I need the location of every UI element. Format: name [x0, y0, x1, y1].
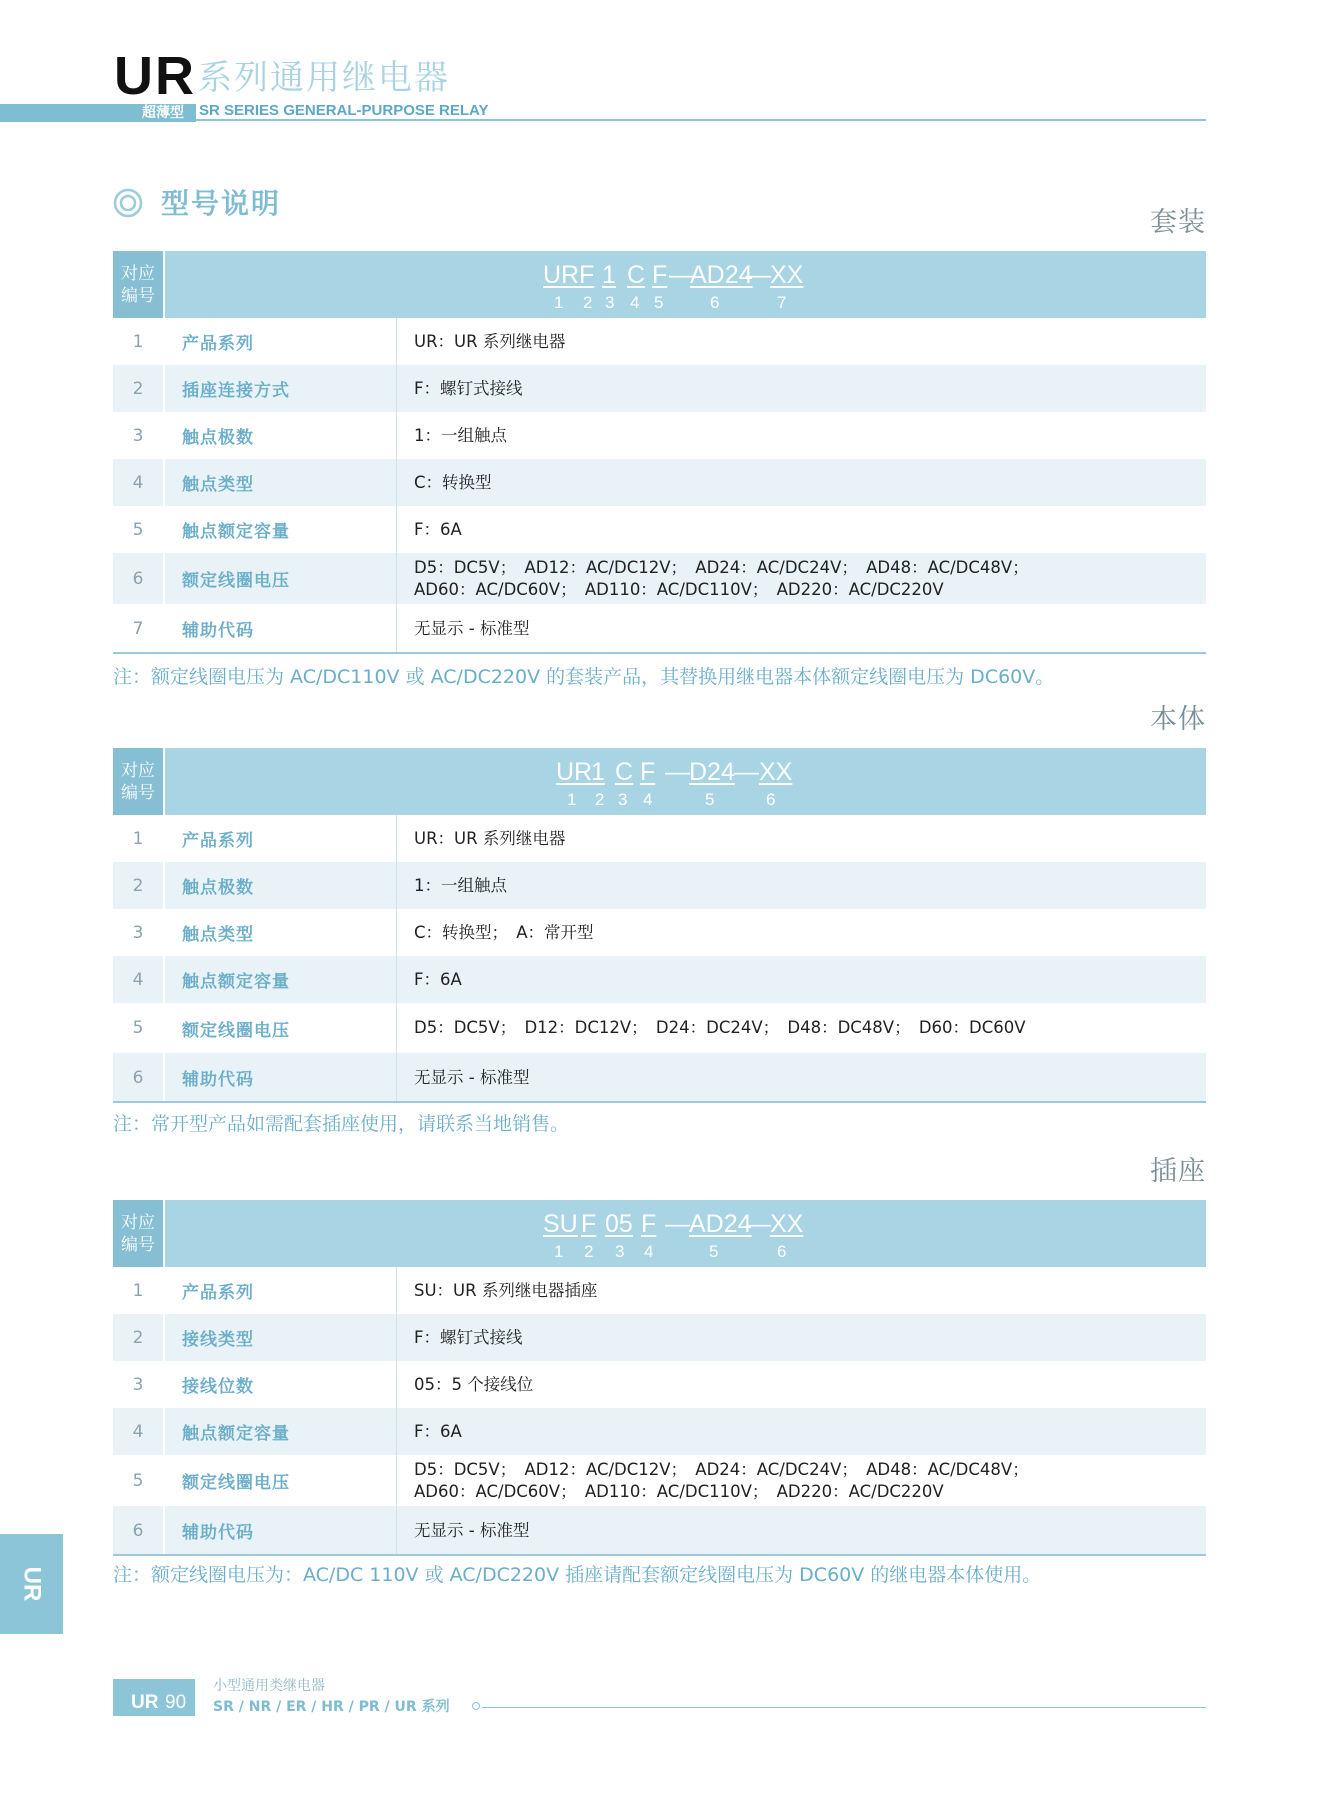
row-number: 1 — [132, 331, 144, 352]
row-number: 1 — [132, 828, 144, 849]
row-field-name: 产品系列 — [182, 831, 254, 851]
group-label-body: 本体 — [1150, 704, 1206, 735]
column-divider — [163, 815, 165, 1102]
row-field-name: 触点类型 — [182, 925, 254, 945]
code-seg: SU — [543, 1210, 578, 1238]
table-row — [113, 1361, 1206, 1408]
row-description: F：6A — [414, 969, 462, 989]
code-num: 2 — [584, 1242, 594, 1261]
code-num: 5 — [654, 293, 664, 312]
row-description: D5：DC5V； D12：DC12V； D24：DC24V； D48：DC48V； D60：DC60V — [414, 1018, 1026, 1037]
row-number: 2 — [132, 378, 144, 399]
table-header — [113, 1200, 1206, 1267]
code-num: 1 — [567, 790, 577, 809]
row-field-name: 额定线圈电压 — [182, 571, 290, 591]
row-field-name: 产品系列 — [182, 1283, 254, 1303]
row-field-name: 触点类型 — [182, 475, 254, 495]
row-field-name: 触点额定容量 — [182, 972, 290, 992]
row-description: C：转换型 — [414, 472, 492, 492]
code-seg: F — [652, 261, 668, 289]
code-dash: — — [746, 1210, 771, 1238]
section-title: 型号说明 — [161, 187, 282, 220]
table-row — [113, 553, 1206, 604]
code-num: 6 — [777, 1242, 787, 1261]
row-number: 3 — [132, 425, 144, 446]
code-seg: AD24 — [689, 1210, 752, 1238]
code-seg: 1 — [591, 758, 605, 786]
code-num: 2 — [583, 293, 593, 312]
code-num: 3 — [615, 1242, 625, 1261]
code-num: 3 — [618, 790, 628, 809]
code-seg: D24 — [689, 758, 735, 786]
row-description: C：转换型； A：常开型 — [414, 922, 594, 942]
table-row — [113, 956, 1206, 1003]
row-description: 无显示 - 标准型 — [414, 1067, 530, 1087]
code-num: 5 — [705, 790, 715, 809]
row-field-name: 触点极数 — [182, 428, 254, 448]
row-field-name: 接线类型 — [182, 1330, 254, 1350]
code-seg: F — [581, 1210, 597, 1238]
table-row — [113, 862, 1206, 909]
series-title-en: SR SERIES GENERAL-PURPOSE RELAY — [199, 102, 489, 119]
row-field-name: 触点额定容量 — [182, 522, 290, 542]
code-num: 5 — [709, 1242, 719, 1261]
row-description: D5：DC5V； AD12：AC/DC12V； AD24：AC/DC24V； AD48：AC/DC48V； AD60：AC/DC60V； AD110：AC/DC110V； AD220：AC/DC220V — [414, 557, 1029, 599]
code-seg: UR — [556, 758, 593, 786]
row-field-name: 额定线圈电压 — [182, 1473, 290, 1493]
group-label-kit: 套装 — [1150, 207, 1206, 238]
table-row — [113, 318, 1206, 365]
row-number: 6 — [132, 1067, 144, 1088]
code-seg: XX — [759, 758, 793, 786]
row-field-name: 插座连接方式 — [182, 381, 290, 401]
table-row — [113, 1053, 1206, 1102]
table-bottom-rule — [113, 1554, 1206, 1556]
code-seg: XX — [770, 1210, 804, 1238]
row-number: 1 — [132, 1280, 144, 1301]
row-field-name: 辅助代码 — [182, 621, 254, 641]
row-description: F：6A — [414, 1421, 462, 1441]
table-row — [113, 1003, 1206, 1053]
code-seg: 05 — [605, 1210, 633, 1238]
footer-category: 小型通用类继电器 — [213, 1678, 325, 1694]
row-description: UR：UR 系列继电器 — [414, 331, 566, 351]
code-num: 7 — [777, 293, 787, 312]
code-dash: — — [746, 261, 771, 289]
series-title-cn: 系列通用继电器 — [198, 58, 450, 98]
code-dash: — — [665, 1210, 690, 1238]
column-divider — [396, 318, 397, 653]
row-field-name: 接线位数 — [182, 1377, 254, 1397]
page-number: 90 — [165, 1692, 187, 1713]
model-table-kit — [113, 251, 1206, 654]
code-seg: F — [640, 758, 656, 786]
row-number: 5 — [132, 1470, 144, 1491]
code-num: 1 — [554, 293, 564, 312]
model-code-header — [165, 1200, 1206, 1267]
row-field-name: 辅助代码 — [182, 1070, 254, 1090]
table-row — [113, 412, 1206, 459]
code-num: 4 — [644, 1242, 654, 1261]
table-row — [113, 1455, 1206, 1506]
row-description: 无显示 - 标准型 — [414, 618, 530, 638]
row-description: F：螺钉式接线 — [414, 1327, 523, 1347]
column-divider — [163, 1267, 165, 1555]
table-note-kit: 注：额定线圈电压为 AC/DC110V 或 AC/DC220V 的套装产品，其替换用继电器本体额定线圈电压为 DC60V。 — [113, 666, 1055, 688]
column-divider — [396, 815, 397, 1102]
code-seg: F — [579, 261, 595, 289]
row-description: D5：DC5V； AD12：AC/DC12V； AD24：AC/DC24V； AD48：AC/DC48V； AD60：AC/DC60V； AD110：AC/DC110V； AD220：AC/DC220V — [414, 1459, 1029, 1501]
table-header — [113, 748, 1206, 815]
code-num: 3 — [605, 293, 615, 312]
footer-dot-icon — [472, 1702, 480, 1710]
code-num: 6 — [710, 293, 720, 312]
row-field-name: 辅助代码 — [182, 1523, 254, 1543]
table-note-socket: 注：额定线圈电压为：AC/DC 110V 或 AC/DC220V 插座请配套额定线圈电压为 DC60V 的继电器本体使用。 — [113, 1564, 1042, 1586]
side-tab-label: UR — [18, 1566, 46, 1602]
model-table-socket — [113, 1200, 1206, 1556]
row-number: 3 — [132, 1374, 144, 1395]
table-row — [113, 459, 1206, 506]
model-code-header — [165, 748, 1206, 815]
footer-brand: UR — [131, 1692, 159, 1713]
row-number: 4 — [132, 1421, 144, 1442]
table-note-body: 注：常开型产品如需配套插座使用，请联系当地销售。 — [113, 1113, 570, 1135]
row-number: 7 — [132, 618, 144, 639]
row-number: 6 — [132, 568, 144, 589]
row-field-name: 触点额定容量 — [182, 1424, 290, 1444]
row-number: 4 — [132, 969, 144, 990]
model-table-body — [113, 748, 1206, 1103]
footer-rule — [482, 1707, 1206, 1708]
col-header-index: 对应 编号 — [113, 251, 163, 318]
table-row — [113, 1408, 1206, 1455]
row-number: 4 — [132, 472, 144, 493]
code-num: 4 — [630, 293, 640, 312]
row-description: 05：5 个接线位 — [414, 1374, 534, 1394]
table-row — [113, 1267, 1206, 1314]
code-seg: 1 — [602, 261, 616, 289]
row-number: 6 — [132, 1520, 144, 1541]
code-seg: XX — [770, 261, 804, 289]
row-description: SU：UR 系列继电器插座 — [414, 1280, 598, 1300]
table-bottom-rule — [113, 652, 1206, 654]
row-description: F：6A — [414, 519, 462, 539]
table-row — [113, 506, 1206, 553]
code-dash: — — [669, 261, 694, 289]
code-num: 2 — [595, 790, 605, 809]
table-header — [113, 251, 1206, 318]
model-code-header — [165, 251, 1206, 318]
double-circle-icon — [113, 188, 143, 218]
row-description: 无显示 - 标准型 — [414, 1520, 530, 1540]
code-seg: C — [627, 261, 646, 289]
row-number: 5 — [132, 1018, 144, 1038]
row-number: 2 — [132, 1327, 144, 1348]
column-divider — [396, 1267, 397, 1555]
table-row — [113, 815, 1206, 862]
subtype-badge: 超薄型 — [142, 105, 184, 121]
column-divider — [163, 318, 165, 653]
row-number: 5 — [132, 519, 144, 540]
row-description: 1：一组触点 — [414, 875, 507, 895]
code-num: 1 — [554, 1242, 564, 1261]
code-dash: — — [665, 758, 690, 786]
row-number: 2 — [132, 875, 144, 896]
row-description: F：螺钉式接线 — [414, 378, 523, 398]
code-seg: C — [615, 758, 634, 786]
code-seg: AD24 — [690, 261, 753, 289]
brand-title: UR — [114, 46, 196, 106]
code-num: 6 — [766, 790, 776, 809]
table-row — [113, 365, 1206, 412]
table-row — [113, 1314, 1206, 1361]
row-field-name: 产品系列 — [182, 334, 254, 354]
row-number: 3 — [132, 922, 144, 943]
side-tab — [0, 1534, 63, 1634]
table-bottom-rule — [113, 1101, 1206, 1103]
row-field-name: 额定线圈电压 — [182, 1020, 290, 1041]
group-label-socket: 插座 — [1150, 1156, 1206, 1187]
col-header-index: 对应 编号 — [113, 748, 163, 815]
row-description: UR：UR 系列继电器 — [414, 828, 566, 848]
row-description: 1：一组触点 — [414, 425, 507, 445]
code-num: 4 — [643, 790, 653, 809]
code-seg: UR — [543, 261, 580, 289]
col-header-index: 对应 编号 — [113, 1200, 163, 1267]
table-row — [113, 909, 1206, 956]
row-field-name: 触点极数 — [182, 878, 254, 898]
code-seg: F — [641, 1210, 657, 1238]
table-row — [113, 604, 1206, 653]
footer-series-list: SR / NR / ER / HR / PR / UR 系列 — [213, 1699, 450, 1715]
code-dash: — — [734, 758, 759, 786]
table-row — [113, 1506, 1206, 1555]
